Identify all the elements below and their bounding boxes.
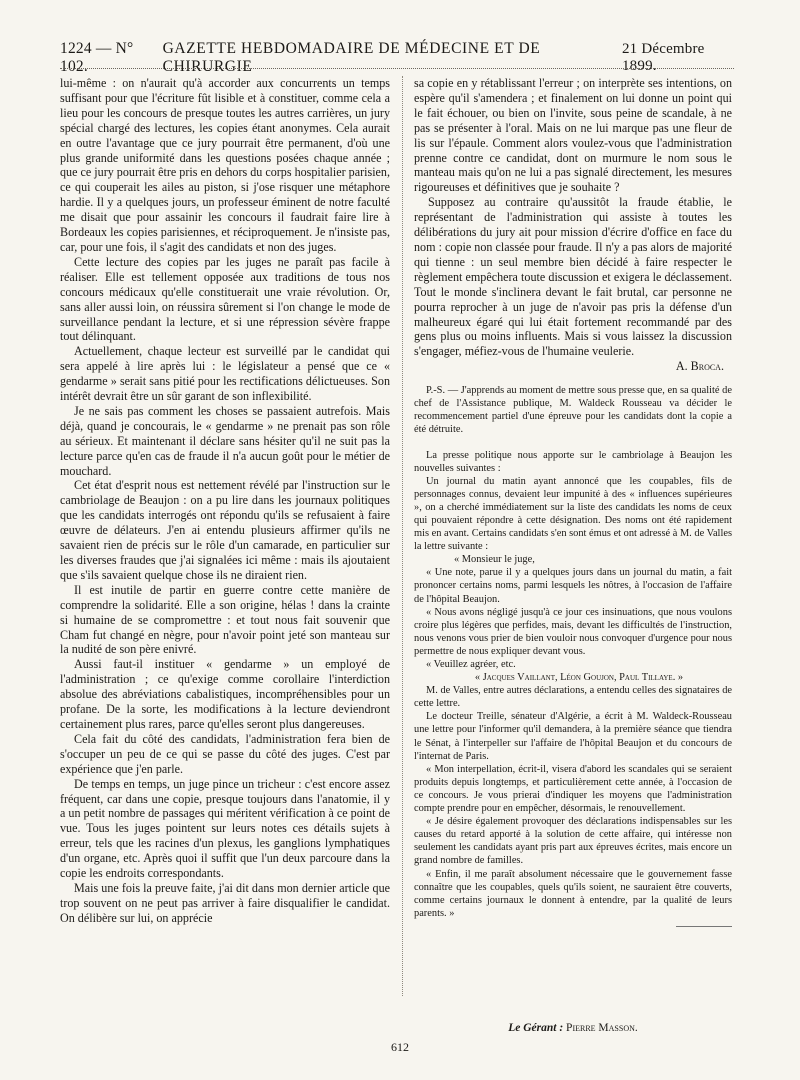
paragraph: Mais une fois la preuve faite, j'ai dit dans mon dernier article que trop souvent on ne peut pas arriver à faire disqualifier le candidat. On délibère sur lui, on apprécie xyxy=(60,880,390,925)
paragraph: La presse politique nous apporte sur le cambriolage à Beaujon les nouvelles suivantes : xyxy=(414,449,732,474)
letter-paragraph: « Nous avons négligé jusqu'à ce jour ces insinuations, que nous voulons croire plus légères que perfides, mais, devant les difficultés de l'instruction, nous venons vous prier de bien vouloir nous convoquer d'urgence pour nous permettre de nous expliquer devant vous. xyxy=(414,606,732,657)
gerant-label: Le Gérant : xyxy=(508,1022,564,1034)
page-number: 1224 — N° 102. xyxy=(60,40,134,75)
issue-date: 21 Décembre 1899. xyxy=(621,41,705,74)
right-column xyxy=(414,76,732,927)
paragraph: Je ne sais pas comment les choses se passaient autrefois. Mais déjà, quand je concourais, le « gendarme » ne prenait pas son rôle au sérieux. Et maintenant il déclare sans hésiter qu'il ne suit pas la lecture parce qu'en cas de fraude il n'a aucun goût pour le métier de mouchard. xyxy=(60,403,390,478)
gerant-line xyxy=(414,1022,732,1034)
paragraph: Il est inutile de partir en guerre contre cette manière de comprendre la solidarité. Elle a son origine, hélas ! dans la crainte si humaine de se compromettre : et tout nous fait souvenir que Cham fut changé en nègre, pour n'avoir point jeté son manteau sur la nudité de son père enivré. xyxy=(60,582,390,657)
paragraph: Cela fait du côté des candidats, l'administration fera bien de s'occuper un peu de ce qui se passe du côté des juges. C'est par expérience que j'en parle. xyxy=(60,731,390,776)
paragraph: sa copie en y rétablissant l'erreur ; on interprète ses intentions, on espère qu'il s'amendera ; et finalement on lui donne un point qui le fait échouer, ou bien on l'invite, sous peine de scandale, à ne pas se présenter à l'oral. Mais on ne lui marque pas une fleur de lis sur l'épaule. Comment alors voulez-vous que l'administration prenne contre ce candidat, dont on murmure le nom sous le manteau mais qu'on ne lui a pas signalé directement, les mesures rigoureuses et définitives que je souhaite ? xyxy=(414,76,732,195)
letter-paragraph: « Une note, parue il y a quelques jours dans un journal du matin, a fait prononcer certains noms, parmi lesquels les nôtres, à l'occasion de l'affaire de l'hôpital Beaujon. xyxy=(414,567,732,605)
header-rule xyxy=(60,68,734,69)
paragraph: Supposez au contraire qu'aussitôt la fraude établie, le représentant de l'administration qui assiste à toutes les délibérations du jury ait pour mission d'écrire d'office en face du nom : copie non classée pour fraude. Il n'y a pas alors de majorité qui tienne : un seul membre bien décidé à faire respecter le règlement empêchera toute discussion et exigera le déclassement. Tout le monde s'inclinera devant le fait brutal, car personne ne pourra reprocher à un juge de n'avoir pas pris la défense d'un malheureux égaré qui lui était fortement recommandé par des gens plus ou moins influents. Mais si vous laissez la discussion s'engager, méfiez-vous de l'humaine veulerie. xyxy=(414,195,732,359)
author-signature: A. Broca. xyxy=(675,359,724,374)
letter-paragraph: « Veuillez agréer, etc. xyxy=(426,659,516,670)
paragraph: « Enfin, il me paraît absolument nécessaire que le gouvernement fasse connaître que les coupables, quels qu'ils soient, ne sauraient être couverts, comme certains journaux le donnent à entendre, par la qualité de leurs parents. » xyxy=(414,868,732,919)
letter-signatories: « Jacques Vaillant, Léon Goujon, Paul Tillaye. » xyxy=(474,672,684,684)
journal-title: GAZETTE HEBDOMADAIRE DE MÉDECINE ET DE CHIRURGIE xyxy=(162,40,541,75)
folio: 612 xyxy=(391,1040,409,1054)
closing-rule xyxy=(676,926,732,927)
running-header xyxy=(60,40,740,75)
paragraph: M. de Valles, entre autres déclarations, a entendu celles des signataires de cette lettre. xyxy=(414,685,732,710)
paragraph: Cet état d'esprit nous est nettement révélé par l'instruction sur le cambriolage de Beaujon : on a pu lire dans les journaux politiques que les candidats interrogés ont répondu qu'ils se refusaient à faire œuvre de délateurs. J'en ai entendu plusieurs affirmer qu'ils ne savaient rien de précis sur le rôle d'un camarade, en particulier sur les diverses fraudes que j'ai signalées ici même : mais ils ajoutaient que s'ils savaient quelque chose ils ne diraient rien. xyxy=(60,478,390,582)
postscript-text: P.-S. — J'apprends au moment de mettre sous presse que, en sa qualité de chef de l'Assistance publique, M. Waldeck Rousseau va décider le recommencement partiel d'une épreuve pour les candidats dont la copie a été détruite. xyxy=(414,385,732,436)
paragraph: Le docteur Treille, sénateur d'Algérie, a écrit à M. Waldeck-Rousseau une lettre pour l'informer qu'il demandera, à la première séance que tiendra le Sénat, à l'interpeller sur l'affaire de l'hôpital Beaujon et du concours de l'internat de Paris. xyxy=(414,711,732,762)
left-column xyxy=(60,76,390,926)
paragraph: De temps en temps, un juge pince un tricheur : c'est encore assez fréquent, car dans une copie, presque toujours dans l'anatomie, il y a un petit nombre de passages qui méritent vérification à ce point de vue. Tous les juges pointent sur leurs notes ces détails sujets à erreur, tels que les racines d'un plexus, les ganglions lymphatiques d'un organe, etc. Après quoi il suffit que l'un deux parcoure dans la copie les endroits correspondants. xyxy=(60,776,390,881)
paragraph: Un journal du matin ayant annoncé que les coupables, fils de personnages connus, devaient leur impunité à des « influences supérieures », on a cherché immédiatement sur la liste des candidats les noms de ceux qui pouvaient répondre à cette désignation. Des noms ont été rapidement mis en avant. Certains candidats s'en sont émus et ont adressé à M. de Valles la lettre suivante : xyxy=(414,475,732,553)
column-divider xyxy=(402,76,403,996)
paragraph: Actuellement, chaque lecteur est surveillé par le candidat qui sera appelé à lire après lui : le législateur a pensé que ce « gendarme » serait sans pitié pour les rectifications délictueuses. Son intérêt devrait être un sûr garant de son inflexibilité. xyxy=(60,344,390,404)
postscript xyxy=(414,384,732,436)
paragraph: « Je désire également provoquer des déclarations indispensables sur les causes du retard apporté à la solution de cette affaire, qui intéresse non seulement les candidats ayant pris part aux épreuves écrites, mais encore un grand nombre de familles. xyxy=(414,816,732,867)
paragraph: Cette lecture des copies par les juges ne paraît pas facile à réaliser. Elle est tellement opposée aux traditions de tous nos concours médicaux qu'elle constituerait une vraie révolution. Or, sans aller aussi loin, on réussira sûrement si l'on change le mode de surveillance pendant la lecture, et si une répression sévère frappe tout délinquant. xyxy=(60,254,390,344)
paragraph: lui-même : on n'aurait qu'à accorder aux concurrents un temps suffisant pour que l'écriture fût lisible et à constituer, comme cela a lieu pour les concours de presque toutes les autres carrières, un jury spécial chargé des lectures, les copies étant anonymes. Cela aurait en outre l'avantage que ce jury pourrait être permanent, d'où une plus grande uniformité dans les questions posées chaque année ; que ce jury pourrait être pris en dehors du corps hospitalier parisien, ce qui couperait les ailes au piston, si j'ose risquer une métaphore hardie. Il y a quelques jours, un professeur éminent de notre faculté me disait que pour assainir les concours il faudrait faire lire à Bordeaux les copies parisiennes, et réciproquement. Je n'insiste pas, car, pour une fois, il s'agit des candidats et non des juges. xyxy=(60,76,390,254)
paragraph: Aussi faut-il instituer « gendarme » un employé de l'administration ; ce qu'exige comme corollaire l'interdiction absolue des abréviations cabalistiques, incompréhensibles pour un profane. De la sorte, les modifications à la lecture deviendront certainement plus rares, parce qu'elles seront plus dangereuses. xyxy=(60,657,390,731)
gerant-name: Pierre Masson. xyxy=(566,1022,638,1034)
paragraph: « Mon interpellation, écrit-il, visera d'abord les scandales qui se seraient produits depuis longtemps, et particulièrement cette année, à l'occasion de ce concours. Je vous prierai d'indiquer les moyens que l'administration compte prendre pour en empêcher, désormais, le renouvellement. xyxy=(414,763,732,815)
press-section xyxy=(414,449,732,927)
letter-salutation: « Monsieur le juge, xyxy=(454,554,535,566)
